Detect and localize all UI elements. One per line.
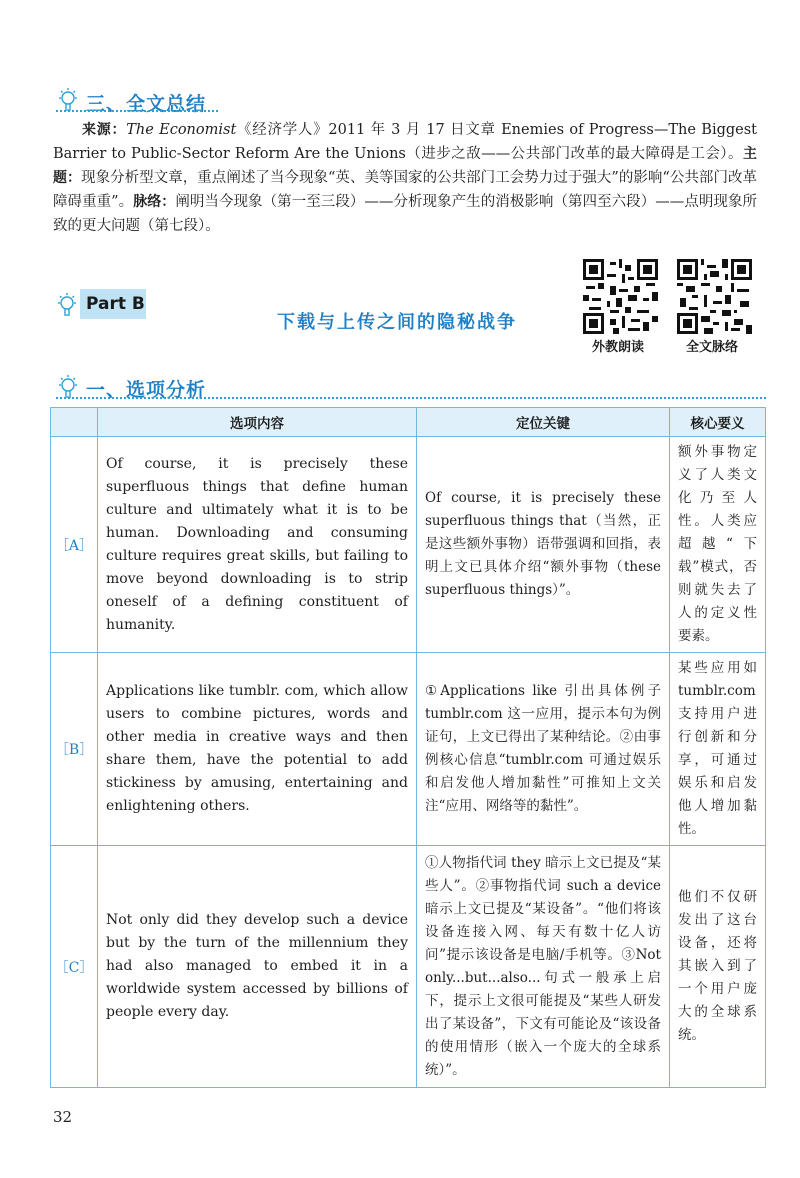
- header-key: 定位关键: [417, 408, 670, 437]
- theme-label: 主题：: [53, 146, 757, 186]
- outline-label: 脉络：: [133, 194, 176, 210]
- qr-code-reading[interactable]: [583, 259, 658, 334]
- heading-underline: [56, 110, 218, 112]
- option-content: Applications like tumblr. com, which allow users to combine pictures, words and other media in creative ways and then share them, have the potential to add stickiness by amusing, entertaining and enlightening others.: [98, 653, 417, 846]
- option-analysis-table: [50, 407, 766, 1088]
- table-row: [51, 846, 766, 1088]
- option-key: Of course, it is precisely these superfluous things that（当然，正是这些额外事物）语带强调和回指，表明上文已具体介绍“额外事物（these superfluous things）”。: [417, 437, 670, 653]
- table-row: [51, 653, 766, 846]
- source-italic: The Economist: [126, 122, 237, 138]
- table-row: [51, 437, 766, 653]
- header-index: [51, 408, 98, 437]
- header-core: 核心要义: [670, 408, 766, 437]
- part-b-title: 下载与上传之间的隐秘战争: [277, 312, 517, 333]
- option-content: Not only did they develop such a device but by the turn of the millennium they had also managed to embed it in a worldwide system accessed by billions of people every day.: [98, 846, 417, 1088]
- option-core: 他们不仅研发出了这台设备，还将其嵌入到了一个用户庞大的全球系统。: [670, 846, 766, 1088]
- theme-text: 现象分析型文章，重点阐述了当今现象“英、美等国家的公共部门工会势力过于强大”的影响“公共部门改革障碍重重”。: [53, 170, 757, 210]
- option-content: Of course, it is precisely these superfluous things that define human culture and ultimately what it is to be human. Downloading and consuming culture requires great skills, but failing to move beyond downloading is to strip oneself of a defining constituent of humanity.: [98, 437, 417, 653]
- outline-text: 阐明当今现象（第一至三段）——分析现象产生的消极影响（第四至六段）——点明现象所致的更大问题（第七段）。: [53, 194, 757, 234]
- lightbulb-icon: [55, 291, 79, 319]
- option-label: ［B］: [51, 653, 98, 846]
- qr-label-reading: 外教朗读: [592, 340, 645, 355]
- option-key: ①人物指代词 they 暗示上文已提及“某些人”。②事物指代词 such a device 暗示上文已提及“某设备”。“他们将该设备连接入网、每天有数十亿人访问”提示该设备是电脑/手机等。③Not only...but...also...句式一般承上启下，提示上文很可能提及“某些人研发出了某设备”，下文有可能论及“该设备的使用情形（嵌入一个庞大的全球系统）”。: [417, 846, 670, 1088]
- summary-paragraph: [53, 118, 757, 238]
- qr-code-outline[interactable]: [677, 259, 752, 334]
- analysis-heading: 一、选项分析: [86, 379, 207, 401]
- table-header-row: [51, 408, 766, 437]
- option-key: ①Applications like 引出具体例子 tumblr.com 这一应用，提示本句为例证句，上文已得出了某种结论。②由事例核心信息“tumblr.com 可通过娱乐和启发他人增加黏性”可推知上文关注“应用、网络等的黏性”。: [417, 653, 670, 846]
- source-text: 《经济学人》2011 年 3 月 17 日文章 Enemies of Progress—The Biggest Barrier to Public-Sector Reform Are the Unions（进步之敌——公共部门改革的最大障碍是工会）。: [53, 122, 758, 162]
- part-b-badge: Part B: [80, 289, 146, 319]
- heading-underline: [56, 397, 766, 399]
- option-label: ［A］: [51, 437, 98, 653]
- page-number: 32: [53, 1108, 73, 1126]
- summary-heading: 三、全文总结: [86, 93, 207, 115]
- option-label: ［C］: [51, 846, 98, 1088]
- option-core: 额外事物定义了人类文化乃至人性。人类应超越“下载”模式，否则就失去了人的定义性要素。: [670, 437, 766, 653]
- option-core: 某些应用如 tumblr.com 支持用户进行创新和分享，可通过娱乐和启发他人增加黏性。: [670, 653, 766, 846]
- header-content: 选项内容: [98, 408, 417, 437]
- qr-label-outline: 全文脉络: [686, 340, 739, 355]
- source-label: 来源：: [82, 122, 127, 138]
